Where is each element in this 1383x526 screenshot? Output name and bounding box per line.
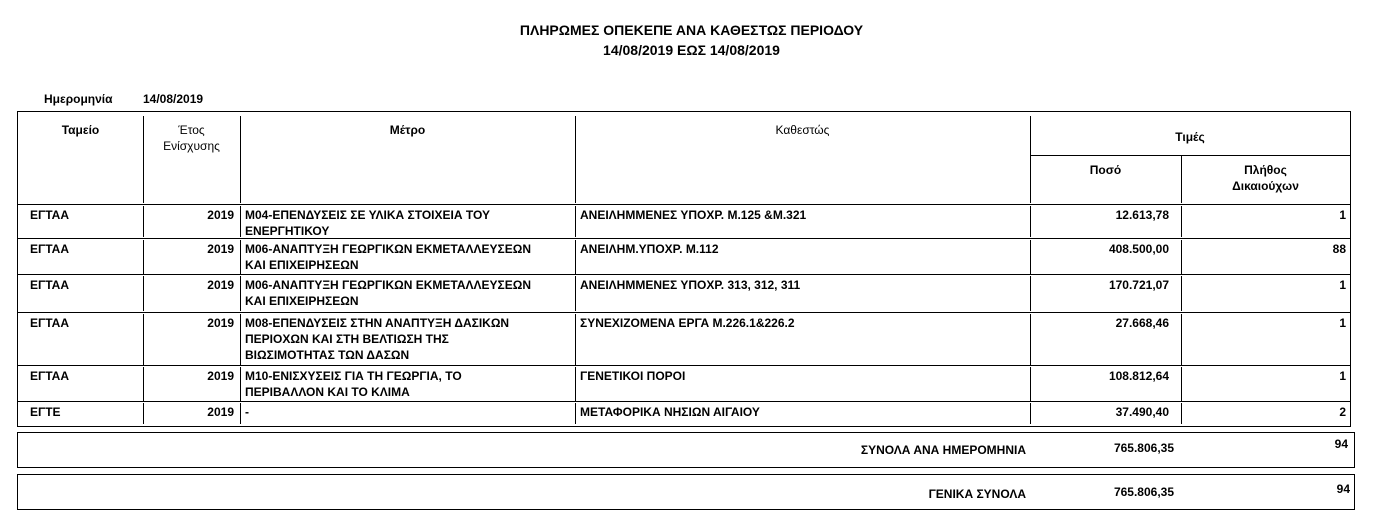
cell-amount: 108.812,64	[1108, 369, 1169, 383]
col-count-line2: Δικαιούχων	[1232, 179, 1299, 193]
cell-measure: ΠΕΡΙΟΧΩΝ ΚΑΙ ΣΤΗ ΒΕΛΤΙΩΣΗ ΤΗΣ	[245, 332, 449, 346]
col-measure: Μέτρο	[389, 123, 426, 137]
totals-by-date-amount: 765.806,35	[1113, 441, 1174, 455]
report-period: 14/08/2019 ΕΩΣ 14/08/2019	[603, 42, 780, 58]
cell-measure: ΠΕΡΙΒΑΛΛΟΝ ΚΑΙ ΤΟ ΚΛΙΜΑ	[245, 385, 410, 399]
grand-totals-amount: 765.806,35	[1113, 485, 1174, 499]
cell-fund: ΕΓΤΑΑ	[30, 278, 69, 292]
cell-amount: 27.668,46	[1115, 316, 1169, 330]
cell-measure: ΚΑΙ ΕΠΙΧΕΙΡΗΣΕΩΝ	[245, 258, 359, 272]
cell-measure: Μ08-ΕΠΕΝΔΥΣΕΙΣ ΣΤΗΝ ΑΝΑΠΤΥΞΗ ΔΑΣΙΚΩΝ	[245, 316, 510, 330]
cell-amount: 170.721,07	[1108, 278, 1169, 292]
cell-status: ΑΝΕΙΛΗΜΜΕΝΕΣ ΥΠΟΧΡ. 313, 312, 311	[580, 278, 801, 292]
cell-measure: Μ06-ΑΝΑΠΤΥΞΗ ΓΕΩΡΓΙΚΩΝ ΕΚΜΕΤΑΛΛΕΥΣΕΩΝ	[245, 242, 532, 256]
col-fund: Ταμείο	[61, 123, 100, 137]
cell-count: 1	[1339, 369, 1346, 383]
totals-by-date-label: ΣΥΝΟΛΑ ΑΝΑ ΗΜΕΡΟΜΗΝΙΑ	[860, 443, 1026, 457]
cell-year: 2019	[207, 369, 234, 383]
cell-amount: 408.500,00	[1108, 242, 1169, 256]
cell-year: 2019	[207, 208, 234, 222]
cell-count: 1	[1339, 278, 1346, 292]
report-title: ΠΛΗΡΩΜΕΣ ΟΠΕΚΕΠΕ ΑΝΑ ΚΑΘΕΣΤΩΣ ΠΕΡΙΟΔΟΥ	[519, 22, 864, 38]
cell-fund: ΕΓΤΑΑ	[30, 369, 69, 383]
grand-totals-count: 94	[1336, 482, 1350, 496]
totals-by-date-count: 94	[1334, 437, 1348, 451]
cell-status: ΓΕΝΕΤΙΚΟΙ ΠΟΡΟΙ	[580, 369, 686, 383]
cell-status: ΑΝΕΙΛΗΜ.ΥΠΟΧΡ. Μ.112	[580, 242, 719, 256]
col-amount: Ποσό	[1089, 163, 1122, 177]
cell-measure: ΒΙΩΣΙΜΟΤΗΤΑΣ ΤΩΝ ΔΑΣΩΝ	[245, 348, 410, 362]
cell-count: 2	[1339, 405, 1346, 419]
cell-fund: ΕΓΤΑΑ	[30, 208, 69, 222]
col-values: Τιμές	[1175, 130, 1205, 144]
cell-amount: 12.613,78	[1115, 208, 1169, 222]
cell-measure: ΕΝΕΡΓΗΤΙΚΟΥ	[245, 224, 330, 238]
cell-status: ΣΥΝΕΧΙΖΟΜΕΝΑ ΕΡΓΑ Μ.226.1&226.2	[580, 316, 795, 330]
date-value: 14/08/2019	[143, 92, 204, 106]
grand-totals-label: ΓΕΝΙΚΑ ΣΥΝΟΛΑ	[928, 487, 1026, 501]
cell-measure: Μ04-ΕΠΕΝΔΥΣΕΙΣ ΣΕ ΥΛΙΚΑ ΣΤΟΙΧΕΙΑ ΤΟΥ	[245, 208, 490, 222]
cell-measure: ΚΑΙ ΕΠΙΧΕΙΡΗΣΕΩΝ	[245, 294, 359, 308]
cell-year: 2019	[207, 278, 234, 292]
grand-totals	[17, 474, 1355, 510]
cell-count: 1	[1339, 316, 1346, 330]
col-status: Καθεστώς	[775, 123, 830, 137]
cell-measure: Μ06-ΑΝΑΠΤΥΞΗ ΓΕΩΡΓΙΚΩΝ ΕΚΜΕΤΑΛΛΕΥΣΕΩΝ	[245, 278, 532, 292]
cell-year: 2019	[207, 316, 234, 330]
col-year-line2: Ενίσχυσης	[163, 139, 220, 153]
col-year-line1: Έτος	[178, 123, 205, 137]
date-label: Ημερομηνία	[44, 92, 113, 106]
cell-status: ΑΝΕΙΛΗΜΜΕΝΕΣ ΥΠΟΧΡ. Μ.125 &Μ.321	[580, 208, 807, 222]
payments-table	[17, 111, 1351, 427]
cell-count: 1	[1339, 208, 1346, 222]
cell-year: 2019	[207, 242, 234, 256]
cell-fund: ΕΓΤΑΑ	[30, 316, 69, 330]
cell-status: ΜΕΤΑΦΟΡΙΚΑ ΝΗΣΙΩΝ ΑΙΓΑΙΟΥ	[580, 405, 760, 419]
cell-measure: Μ10-ΕΝΙΣΧΥΣΕΙΣ ΓΙΑ ΤΗ ΓΕΩΡΓΙΑ, ΤΟ	[245, 369, 462, 383]
cell-fund: ΕΓΤΑΑ	[30, 242, 69, 256]
cell-year: 2019	[207, 405, 234, 419]
totals-by-date	[17, 432, 1355, 468]
cell-fund: ΕΓΤΕ	[30, 405, 61, 419]
cell-count: 88	[1332, 242, 1346, 256]
cell-amount: 37.490,40	[1115, 405, 1169, 419]
col-count-line1: Πλήθος	[1244, 163, 1287, 177]
cell-measure: -	[245, 405, 249, 419]
